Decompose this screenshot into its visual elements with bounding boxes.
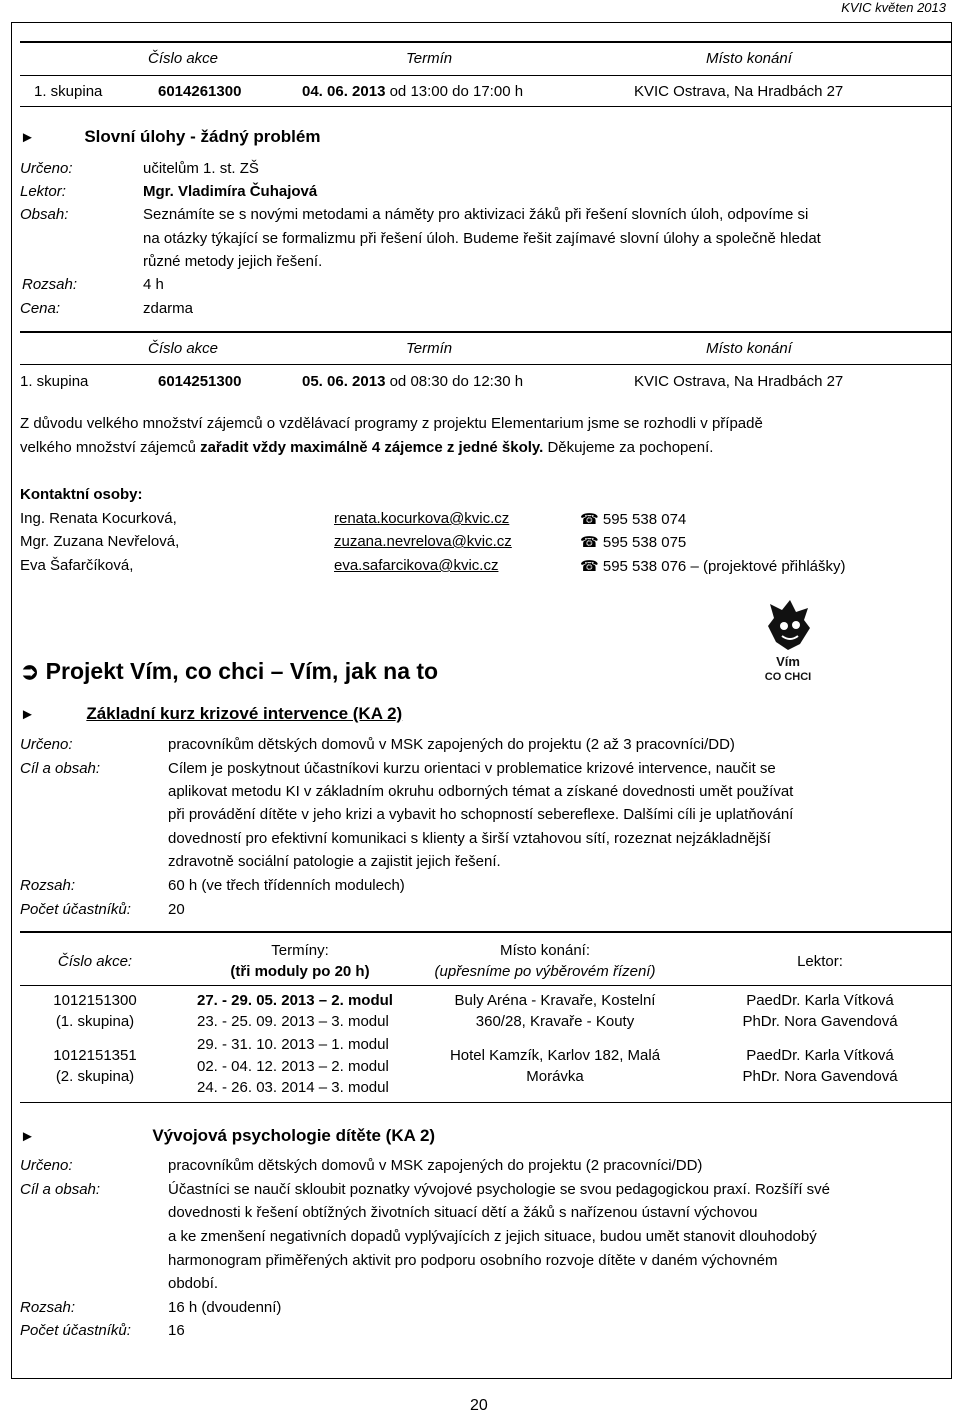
contact-phone-number: 595 538 074 <box>602 511 687 528</box>
phone-icon: ☎ <box>580 534 599 551</box>
project-logo <box>760 598 816 684</box>
table3-header-dates-sub: (tři moduly po 20 h) <box>230 963 370 980</box>
page-number: 20 <box>470 1397 488 1414</box>
bullet-arrow-icon: ► <box>20 706 35 723</box>
table3-row1-dates <box>197 990 393 1032</box>
course2-cil-line3: při provádění dítěte v jeho krizi a vybavit ho schopností sebereflexe. Dalšími cíli je uplatňování <box>168 806 794 823</box>
contact-phone <box>580 510 686 528</box>
course1-rozsah: 4 h <box>143 276 164 293</box>
table3-row2-place-line2: Morávka <box>526 1068 584 1085</box>
notice-text-c: Děkujeme za pochopení. <box>543 439 714 456</box>
contact-name: Mgr. Zuzana Nevřelová, <box>20 533 180 550</box>
course1-label-lektor: Lektor: <box>20 183 66 200</box>
table1-time: od 13:00 do 17:00 h <box>389 83 524 100</box>
table3-row1-place-line2: 360/28, Kravaře - Kouty <box>475 1013 635 1030</box>
table3-row2-lecturer2: PhDr. Nora Gavendová <box>742 1068 898 1085</box>
contacts-title: Kontaktní osoby: <box>20 486 143 503</box>
contact-note: – (projektové přihlášky) <box>686 558 846 575</box>
table3-row1-lecturer2: PhDr. Nora Gavendová <box>742 1013 898 1030</box>
table3-row1-lecturers <box>690 990 950 1032</box>
table3-row2-lecturer1: PaedDr. Karla Vítková <box>746 1047 894 1064</box>
table1-bottom-rule <box>20 106 952 107</box>
table3-row2-date2: 02. - 04. 12. 2013 – 2. modul <box>197 1057 389 1075</box>
table3-header-lecturer: Lektor: <box>797 953 843 970</box>
course2-label-urceno: Určeno: <box>20 736 73 753</box>
table3-row2-code-number: 1012151351 <box>53 1047 137 1064</box>
course2-label-pocet: Počet účastníků: <box>20 901 131 918</box>
table1-header-code: Číslo akce <box>148 50 219 67</box>
course3-pocet: 16 <box>168 1322 185 1339</box>
phone-icon: ☎ <box>580 558 599 575</box>
table3-row2-group: (2. skupina) <box>55 1068 135 1085</box>
table1-top-rule <box>20 41 952 43</box>
table2-header-place: Místo konání <box>706 340 792 357</box>
table3-row1-place <box>430 990 680 1032</box>
table3-row2-date3: 24. - 26. 03. 2014 – 3. modul <box>197 1079 389 1096</box>
course2-label-cil: Cíl a obsah: <box>20 760 101 777</box>
table1-group: 1. skupina <box>34 83 103 100</box>
contact-email-link[interactable]: eva.safarcikova@kvic.cz <box>334 557 499 574</box>
svg-text:Vím: Vím <box>776 654 800 669</box>
contact-name: Eva Šafarčíková, <box>20 557 134 574</box>
course3-cil-line4: harmonogram přiměřených aktivit pro podporu osobního rozvoje dítěte v daném výchovném <box>168 1252 778 1269</box>
table2-datetime <box>302 373 523 390</box>
course3-urceno: pracovníkům dětských domovů v MSK zapojených do projektu (2 pracovníci/DD) <box>168 1157 703 1174</box>
course2-cil-line2: aplikovat metodu KI v základním okruhu odborných témat a získané dovednosti umět používat <box>168 783 794 800</box>
table3-row2-place <box>430 1045 680 1087</box>
table3-header-place <box>420 940 670 982</box>
project-title <box>20 658 438 685</box>
course1-obsah-line2: na otázky týkající se formalizmu při řešení úloh. Budeme řešit zajímavé slovní úlohy a společně hledat <box>143 230 821 247</box>
table2-time: od 08:30 do 12:30 h <box>389 373 524 390</box>
notice-bold: zařadit vždy maximálně 4 zájemce z jedné školy. <box>200 439 544 456</box>
notice-line1: Z důvodu velkého množství zájemců o vzdělávací programy z projektu Elementarium jsme se rozhodli v případě <box>20 415 763 432</box>
table2-top-rule <box>20 331 952 333</box>
table3-row2-lecturers <box>690 1045 950 1087</box>
table1-header-place: Místo konání <box>706 50 792 67</box>
contact-phone <box>580 557 846 575</box>
mascot-logo-icon <box>760 598 816 684</box>
course2-pocet: 20 <box>168 901 185 918</box>
course1-label-urceno: Určeno: <box>20 160 73 177</box>
course1-lektor: Mgr. Vladimíra Čuhajová <box>143 183 318 200</box>
notice-line2 <box>20 439 713 456</box>
running-header: KVIC květen 2013 <box>841 0 946 15</box>
table1-datetime <box>302 83 523 100</box>
course1-urceno: učitelům 1. st. ZŠ <box>143 160 259 177</box>
table1-code: 6014261300 <box>158 83 242 100</box>
course3-cil-line3: a ke zmenšení negativních dopadů vyplývajících z jejich situace, budou umět stanovit dlouhodobý <box>168 1228 817 1245</box>
bullet-arrow-icon: ► <box>20 129 35 146</box>
svg-text:CO CHCI: CO CHCI <box>764 671 812 683</box>
contact-phone-number: 595 538 076 <box>602 558 687 575</box>
course1-obsah-line1: Seznámíte se s novými metodami a náměty pro aktivizaci žáků při řešení slovních úloh, odpovíme si <box>143 206 809 223</box>
table3-row1-place-line1: Buly Aréna - Kravaře, Kostelní <box>454 992 656 1009</box>
table3-row1-group: (1. skupina) <box>55 1013 135 1030</box>
course3-cil-line2: dovednosti k řešení obtížných životních situací dětí a žáků s nařízenou ústavní výchovou <box>168 1204 758 1221</box>
table3-header-place-title: Místo konání: <box>499 942 591 959</box>
table1-date: 04. 06. 2013 <box>302 83 386 100</box>
table3-row2-dates <box>197 1034 389 1099</box>
table3-bottom-rule <box>20 1102 952 1103</box>
project-title-text: Projekt Vím, co chci – Vím, jak na to <box>45 658 439 684</box>
course2-label-rozsah: Rozsah: <box>20 877 76 894</box>
course1-label-obsah: Obsah: <box>20 206 69 223</box>
course1-cena: zdarma <box>143 300 194 317</box>
table3-row1-code <box>20 990 170 1032</box>
contact-phone <box>580 533 686 551</box>
table2-group: 1. skupina <box>20 373 89 390</box>
course1-title <box>20 127 320 147</box>
table1-place: KVIC Ostrava, Na Hradbách 27 <box>634 83 844 100</box>
course1-label-rozsah: Rozsah: <box>22 276 78 293</box>
course2-title <box>20 704 402 724</box>
course2-rozsah: 60 h (ve třech třídenních modulech) <box>168 877 405 894</box>
table2-date: 05. 06. 2013 <box>302 373 386 390</box>
table2-header-term: Termín <box>406 340 453 357</box>
table3-row1-lecturer1: PaedDr. Karla Vítková <box>746 992 894 1009</box>
notice-text-a: velkého množství zájemců <box>20 439 201 456</box>
course3-title-text: Vývojová psychologie dítěte (KA 2) <box>152 1126 436 1145</box>
table3-header-code: Číslo akce: <box>57 953 133 970</box>
page-frame <box>11 22 952 1379</box>
course1-obsah-line3: různé metody jejich řešení. <box>143 253 323 270</box>
table3-row2-place-line1: Hotel Kamzík, Karlov 182, Malá <box>449 1047 661 1064</box>
course3-cil-line1: Účastníci se naučí skloubit poznatky vývojové psychologie se svou pedagogickou praxí. Rozšíří své <box>168 1181 831 1198</box>
course2-cil-line1: Cílem je poskytnout účastníkovi kurzu orientaci v problematice krizové intervence, naučit se <box>168 760 776 777</box>
table3-header-dates-title: Termíny: <box>271 942 329 959</box>
course3-label-pocet: Počet účastníků: <box>20 1322 131 1339</box>
contact-email-link[interactable]: renata.kocurkova@kvic.cz <box>334 510 510 527</box>
table2-place: KVIC Ostrava, Na Hradbách 27 <box>634 373 844 390</box>
course3-label-cil: Cíl a obsah: <box>20 1181 101 1198</box>
table2-mid-rule <box>20 364 952 365</box>
course2-urceno: pracovníkům dětských domovů v MSK zapojených do projektu (2 až 3 pracovníci/DD) <box>168 736 735 753</box>
table1-header-term: Termín <box>406 50 453 67</box>
table2-code: 6014251300 <box>158 373 242 390</box>
table3-row2-date1: 29. - 31. 10. 2013 – 1. modul <box>197 1036 389 1053</box>
course3-rozsah: 16 h (dvoudenní) <box>168 1299 282 1316</box>
bullet-arrow-icon: ► <box>20 1128 35 1145</box>
course2-cil-line5: zdravotně sociální patologie a zajistit jejich řešení. <box>168 853 501 870</box>
table3-row2-code <box>20 1045 170 1087</box>
table3-header-place-sub: (upřesníme po výběrovém řízení) <box>434 963 656 980</box>
contact-email-link[interactable]: zuzana.nevrelova@kvic.cz <box>334 533 512 550</box>
contact-phone-number: 595 538 075 <box>602 534 687 551</box>
table3-row1-date1: 27. - 29. 05. 2013 – 2. modul <box>197 992 393 1009</box>
course1-label-cena: Cena: <box>20 300 61 317</box>
table3-header-dates <box>180 940 420 982</box>
phone-icon: ☎ <box>580 511 599 528</box>
course3-cil-line5: období. <box>168 1275 219 1292</box>
arrow-right-icon: ➲ <box>20 658 40 684</box>
table2-header-code: Číslo akce <box>148 340 219 357</box>
course2-title-text: Základní kurz krizové intervence (KA 2) <box>86 704 403 723</box>
table3-row1-date2: 23. - 25. 09. 2013 – 3. modul <box>197 1013 389 1030</box>
course3-title <box>20 1126 435 1146</box>
course1-title-text: Slovní úlohy - žádný problém <box>84 127 321 146</box>
table3-mid-rule <box>20 985 952 986</box>
table3-row1-code-number: 1012151300 <box>53 992 137 1009</box>
course3-label-urceno: Určeno: <box>20 1157 73 1174</box>
course2-cil-line4: dovedností pro efektivní komunikaci s klienty a širší vztahovou sítí, rozeznat nejzákladnější <box>168 830 771 847</box>
table1-mid-rule <box>20 75 952 76</box>
course3-label-rozsah: Rozsah: <box>20 1299 76 1316</box>
contact-name: Ing. Renata Kocurková, <box>20 510 177 527</box>
table3-top-rule <box>20 931 952 933</box>
